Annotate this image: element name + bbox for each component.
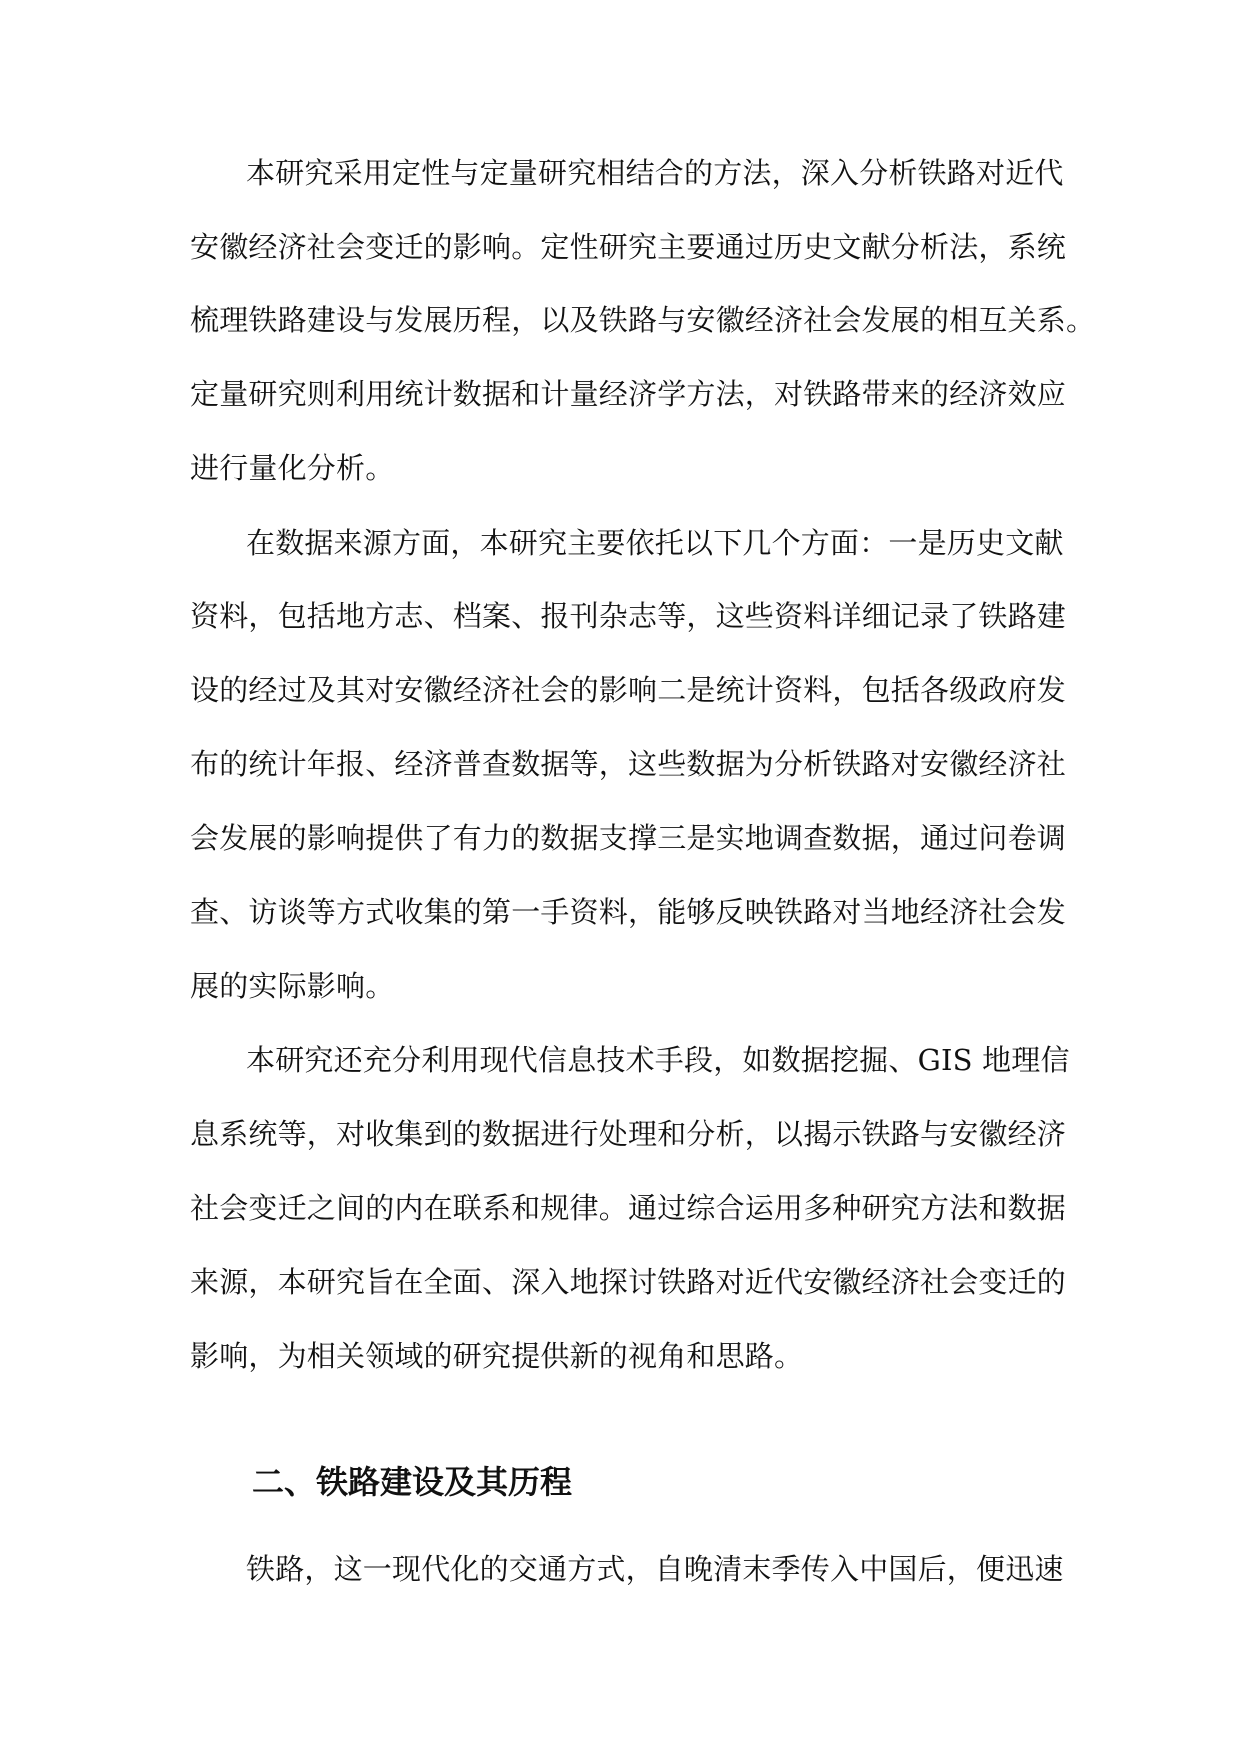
paragraph-line: 查、访谈等方式收集的第一手资料，能够反映铁路对当地经济社会发 <box>190 895 1067 929</box>
paragraph-line: 定量研究则利用统计数据和计量经济学方法，对铁路带来的经济效应 <box>190 377 1067 411</box>
section-heading: 二、铁路建设及其历程 <box>252 1463 573 1501</box>
paragraph-line: 会发展的影响提供了有力的数据支撑三是实地调查数据，通过问卷调 <box>190 821 1067 855</box>
paragraph-line: 梳理铁路建设与发展历程，以及铁路与安徽经济社会发展的相互关系。 <box>190 303 1096 337</box>
paragraph-line: 来源，本研究旨在全面、深入地探讨铁路对近代安徽经济社会变迁的 <box>190 1265 1067 1299</box>
paragraph-line: 安徽经济社会变迁的影响。定性研究主要通过历史文献分析法，系统 <box>190 230 1067 264</box>
paragraph-line: 铁路，这一现代化的交通方式，自晚清末季传入中国后，便迅速 <box>246 1552 1064 1586</box>
paragraph-line: 进行量化分析。 <box>190 451 395 485</box>
paragraph-line: 息系统等，对收集到的数据进行处理和分析，以揭示铁路与安徽经济 <box>190 1117 1067 1151</box>
paragraph-line: 资料，包括地方志、档案、报刊杂志等，这些资料详细记录了铁路建 <box>190 599 1067 633</box>
paragraph-line: 布的统计年报、经济普查数据等，这些数据为分析铁路对安徽经济社 <box>190 747 1067 781</box>
paragraph-line: 设的经过及其对安徽经济社会的影响二是统计资料，包括各级政府发 <box>190 673 1067 707</box>
paragraph-line: 在数据来源方面，本研究主要依托以下几个方面：一是历史文献 <box>246 526 1064 560</box>
paragraph-line: 社会变迁之间的内在联系和规律。通过综合运用多种研究方法和数据 <box>190 1191 1067 1225</box>
paragraph-line: 影响，为相关领域的研究提供新的视角和思路。 <box>190 1339 804 1373</box>
paragraph-line: 本研究采用定性与定量研究相结合的方法，深入分析铁路对近代 <box>246 156 1064 190</box>
paragraph-line: 本研究还充分利用现代信息技术手段，如数据挖掘、GIS 地理信 <box>246 1043 1070 1077</box>
paragraph-line: 展的实际影响。 <box>190 969 395 1003</box>
